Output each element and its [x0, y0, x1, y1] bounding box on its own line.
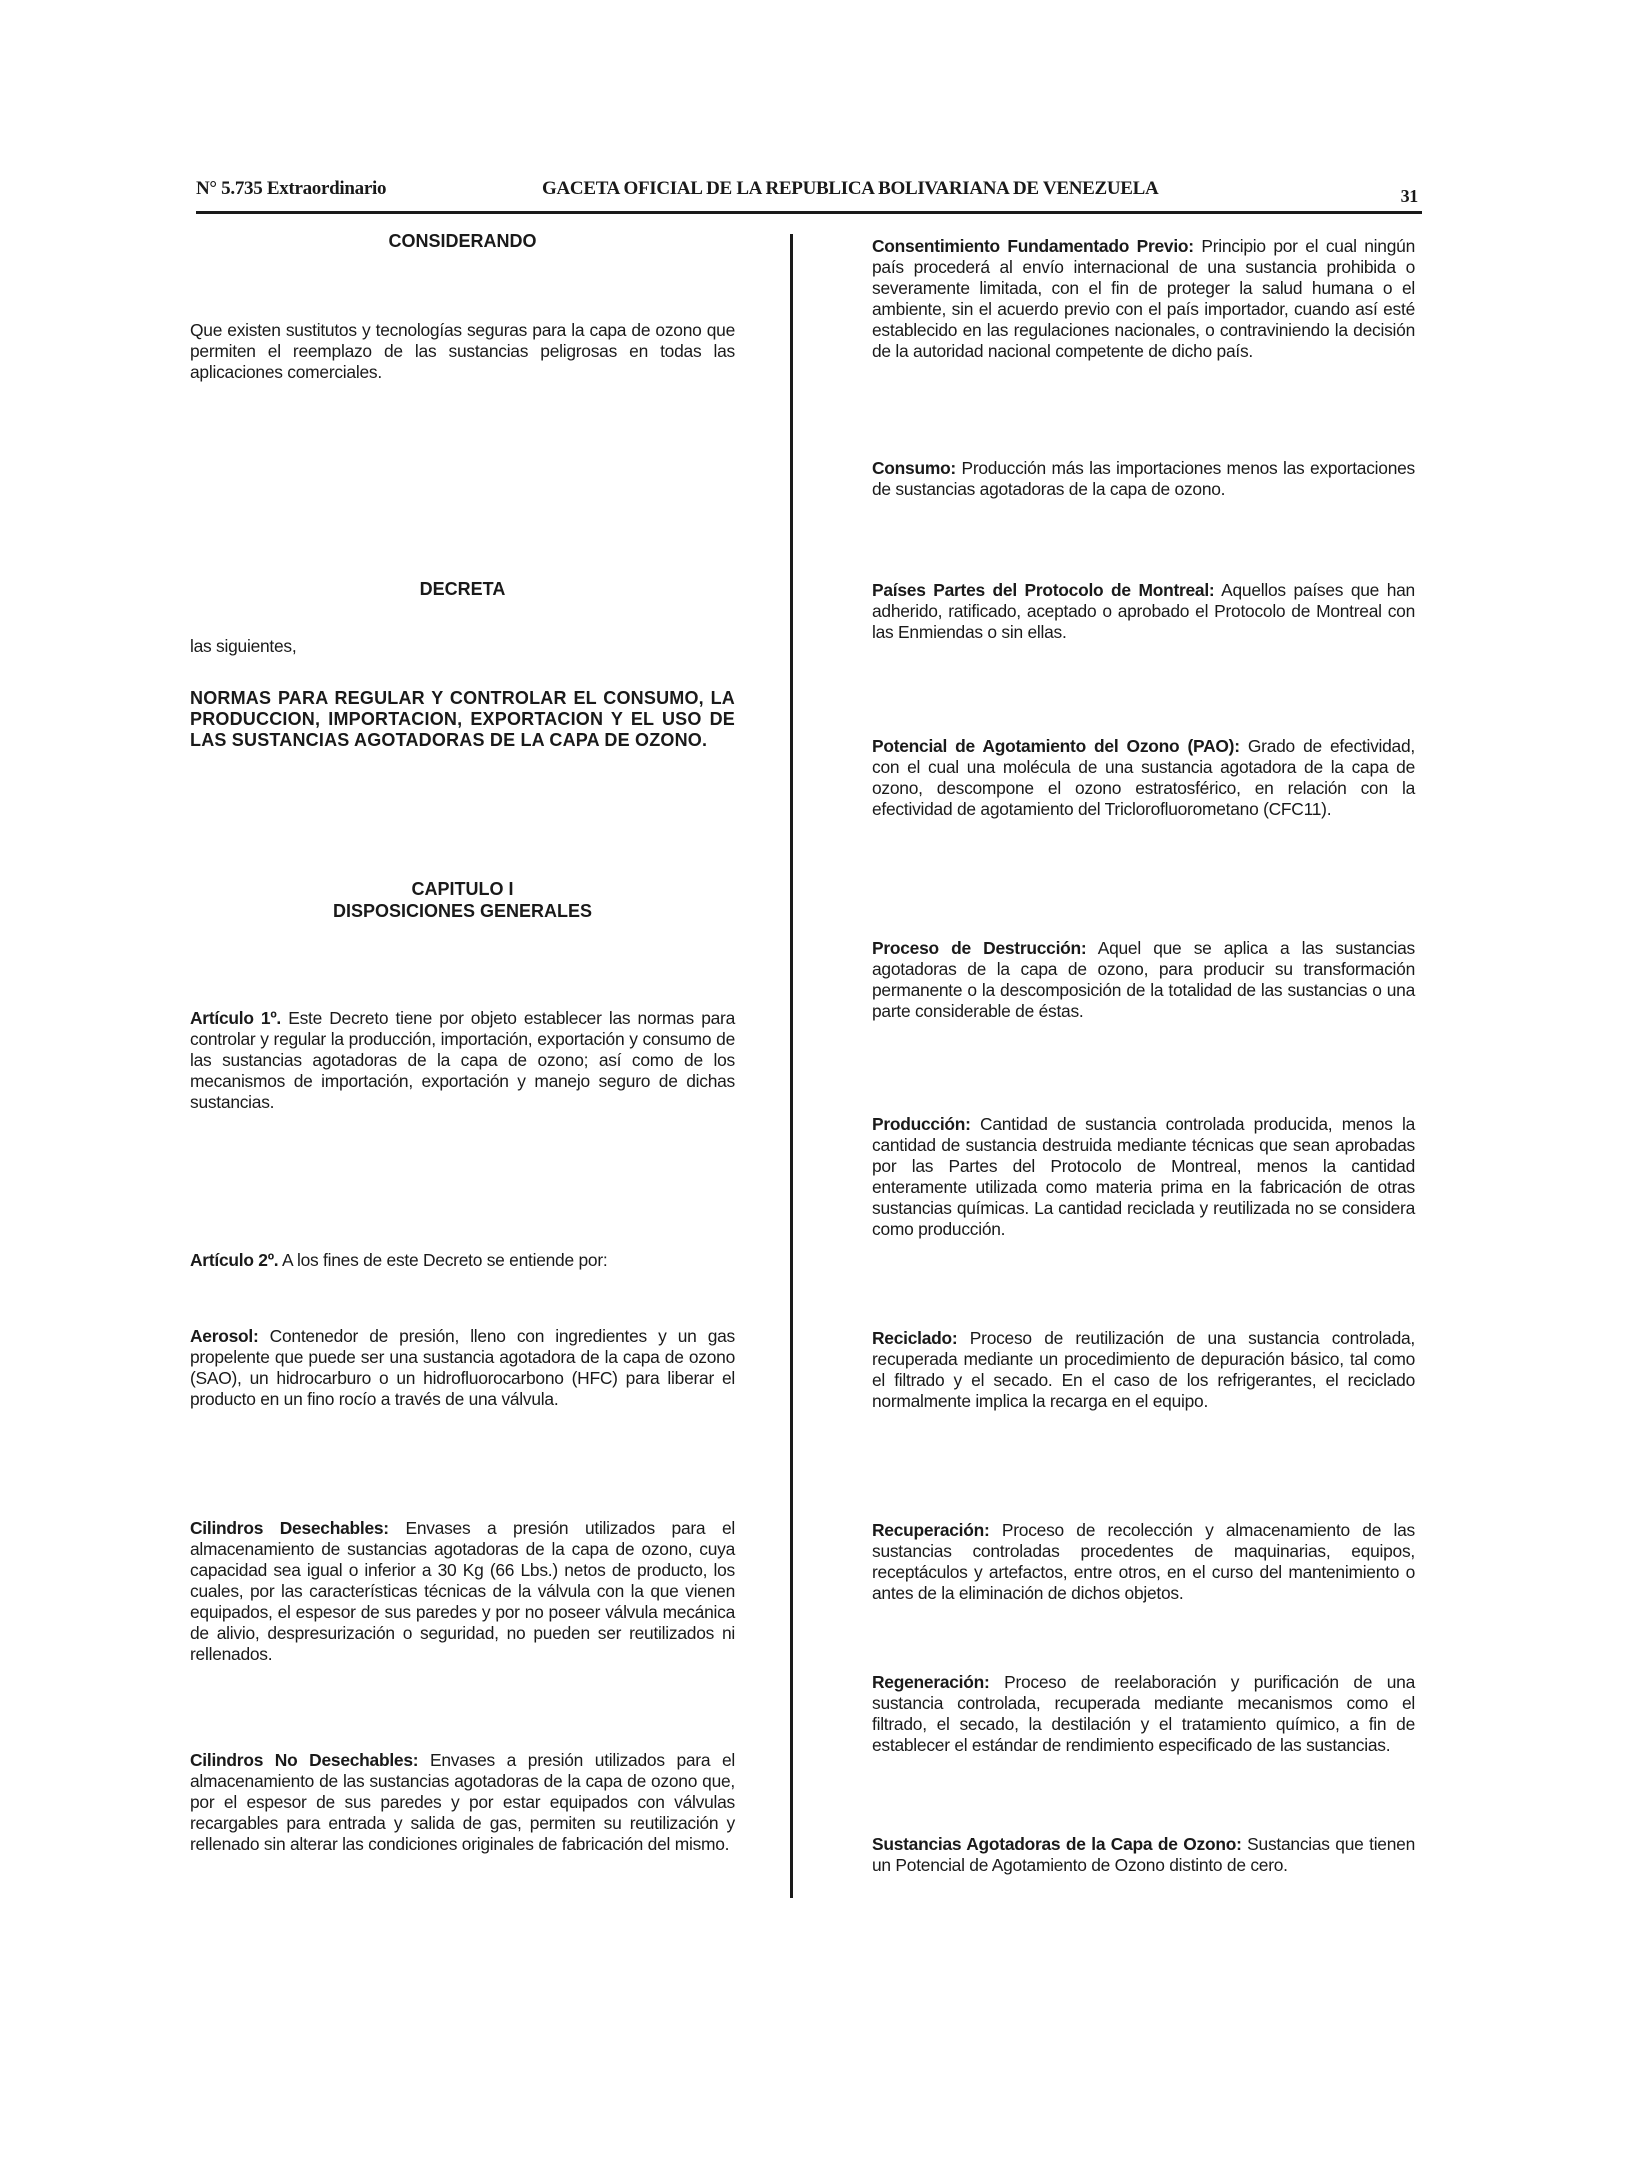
definition-text — [872, 1328, 1415, 1412]
definition-cilindros-no-desechables — [190, 1750, 735, 1855]
definition-proceso-destruccion — [872, 938, 1415, 1022]
definition-sustancias-agotadoras — [872, 1834, 1415, 1876]
definition-body: Producción más las importaciones menos las exportaciones de sustancias agotadoras de la capa de ozono. — [872, 458, 1415, 499]
definition-text — [872, 458, 1415, 500]
page-number: 31 — [1400, 186, 1418, 206]
definition-term: Aerosol: — [190, 1326, 259, 1346]
definition-cilindros-desechables — [190, 1518, 735, 1665]
definition-text — [872, 736, 1415, 820]
definition-term: Producción: — [872, 1114, 971, 1134]
definition-body: Contenedor de presión, lleno con ingredientes y un gas propelente que puede ser una sustancia agotadora de la capa de ozono (SAO), un hidrocarburo o un hidrofluorocarbono (HFC) para liberar el producto en un fino rocío a través de una válvula. — [190, 1326, 735, 1409]
definition-text — [190, 1326, 735, 1410]
definition-term: Recuperación: — [872, 1520, 990, 1540]
page-header — [196, 178, 1418, 212]
articulo-2-block — [190, 1250, 735, 1271]
definition-term: Países Partes del Protocolo de Montreal: — [872, 580, 1215, 600]
header-rule — [196, 211, 1422, 214]
considerando-heading: CONSIDERANDO — [388, 231, 537, 251]
definition-body: Aquel que se aplica a las sustancias agotadoras de la capa de ozono, para producir su transformación permanente o la descomposición de la totalidad de las sustancias o una parte considerable de éstas. — [872, 938, 1416, 1021]
articulo-1-block — [190, 1008, 735, 1113]
definition-text — [190, 1518, 735, 1665]
articulo-1-label: Artículo 1º. — [190, 1008, 282, 1028]
definition-term: Reciclado: — [872, 1328, 958, 1348]
definition-body: Proceso de recolección y almacenamiento de las sustancias controladas procedentes de maquinarias, equipos, receptáculos y artefactos, entre otros, en el curso del mantenimiento o antes de la eliminación de dichos objetos. — [872, 1520, 1415, 1603]
definition-consentimiento — [872, 236, 1415, 362]
definition-body: Proceso de reutilización de una sustancia controlada, recuperada mediante un procedimiento de depuración básico, tal como el filtrado y el secado. En el caso de los refrigerantes, el reciclado normalmente implica la recarga en el equipo. — [872, 1328, 1415, 1411]
articulo-2-text — [190, 1250, 735, 1271]
definition-text — [872, 938, 1415, 1022]
definition-term: Consentimiento Fundamentado Previo: — [872, 236, 1194, 256]
las-siguientes-block — [190, 636, 735, 657]
definition-term: Sustancias Agotadoras de la Capa de Ozono: — [872, 1834, 1242, 1854]
definition-text — [872, 1520, 1415, 1604]
definition-body: Cantidad de sustancia controlada producida, menos la cantidad de sustancia destruida mediante técnicas que sean aprobadas por las Partes del Protocolo de Montreal, menos la cantidad enteramente utilizada como materia prima en la fabricación de otras sustancias químicas. La cantidad reciclada y reutilizada no se considera como producción. — [872, 1114, 1415, 1239]
capitulo-heading: CAPITULO I — [411, 879, 514, 899]
capitulo-block — [190, 878, 735, 922]
decreta-heading-block — [190, 578, 735, 600]
articulo-1-body: Este Decreto tiene por objeto establecer las normas para controlar y regular la producción, importación, exportación y consumo de las sustancias agotadoras de la capa de ozono; así como de los mecanismos de importación, exportación y manejo seguro de dichas sustancias. — [190, 1008, 736, 1112]
las-siguientes: las siguientes, — [190, 636, 297, 656]
column-divider — [790, 234, 793, 1898]
definition-body: Aquellos países que han adherido, ratificado, aceptado o aprobado el Protocolo de Montreal con las Enmiendas o sin ellas. — [872, 580, 1415, 642]
definition-body: Proceso de reelaboración y purificación de una sustancia controlada, recuperada mediante mecanismos como el filtrado, el secado, la destilación y el tratamiento químico, a fin de establecer el estándar de rendimiento especificado de las sustancias. — [872, 1672, 1415, 1755]
decreta-heading: DECRETA — [419, 579, 506, 599]
definition-text — [872, 1834, 1415, 1876]
definition-body: Principio por el cual ningún país procederá al envío internacional de una sustancia prohibida o severamente limitada, con el fin de proteger la salud humana o el ambiente, sin el acuerdo previo con el país importador, cuando así esté establecido en las regulaciones nacionales, o contraviniendo la decisión de la autoridad nacional competente de dicho país. — [872, 236, 1415, 361]
definition-body: Envases a presión utilizados para el almacenamiento de sustancias agotadoras de la capa de ozono, cuya capacidad sea igual o inferior a 30 Kg (66 Lbs.) netos de producto, los cuales, por las características técnicas de la válvula con la que vienen equipados, el espesor de sus paredes y por no poseer válvula mecánica de alivio, despresurización o seguridad, no pueden ser reutilizados ni rellenados. — [190, 1518, 735, 1664]
definition-body: Grado de efectividad, con el cual una molécula de una sustancia agotadora de la capa de ozono, descompone el ozono estratosférico, en relación con la efectividad de agotamiento del Triclorofluorometano (CFC11). — [872, 736, 1415, 819]
definition-reciclado — [872, 1328, 1415, 1412]
normas-title-block — [190, 688, 735, 751]
definition-consumo — [872, 458, 1415, 500]
definition-text — [872, 1114, 1415, 1240]
considerando-block — [190, 320, 735, 383]
definition-text — [190, 1750, 735, 1855]
definition-recuperacion — [872, 1520, 1415, 1604]
articulo-1-text — [190, 1008, 735, 1113]
definition-body: Envases a presión utilizados para el almacenamiento de las sustancias agotadoras de la capa de ozono que, por el espesor de sus paredes y por estar equipados con válvulas recargables para entrada y salida de gas, permiten su reutilización y rellenado sin alterar las condiciones originales de fabricación del mismo. — [190, 1750, 736, 1854]
normas-title: NORMAS PARA REGULAR Y CONTROLAR EL CONSUMO, LA PRODUCCION, IMPORTACION, EXPORTACION Y EL USO DE LAS SUSTANCIAS AGOTADORAS DE LA CAPA DE OZONO. — [190, 688, 735, 750]
definition-term: Cilindros Desechables: — [190, 1518, 389, 1538]
articulo-2-body: A los fines de este Decreto se entiende por: — [278, 1250, 608, 1270]
definition-regeneracion — [872, 1672, 1415, 1756]
definition-term: Cilindros No Desechables: — [190, 1750, 419, 1770]
definition-body: Sustancias que tienen un Potencial de Agotamiento de Ozono distinto de cero. — [872, 1834, 1415, 1875]
definition-pao — [872, 736, 1415, 820]
articulo-2-label: Artículo 2º. — [190, 1250, 279, 1270]
definition-text — [872, 236, 1415, 362]
definition-term: Regeneración: — [872, 1672, 990, 1692]
capitulo-title: DISPOSICIONES GENERALES — [332, 901, 593, 921]
definition-term: Potencial de Agotamiento del Ozono (PAO): — [872, 736, 1240, 756]
definition-text — [872, 580, 1415, 643]
definition-aerosol — [190, 1326, 735, 1410]
definition-term: Proceso de Destrucción: — [872, 938, 1087, 958]
definition-produccion — [872, 1114, 1415, 1240]
definition-term: Consumo: — [872, 458, 956, 478]
considerando-text: Que existen sustitutos y tecnologías seguras para la capa de ozono que permiten el reemplazo de las sustancias peligrosas en todas las aplicaciones comerciales. — [190, 320, 735, 382]
gazette-title: GACETA OFICIAL DE LA REPUBLICA BOLIVARIANA DE VENEZUELA — [542, 178, 1159, 199]
definition-text — [872, 1672, 1415, 1756]
definition-paises-partes — [872, 580, 1415, 643]
issue-number: N° 5.735 Extraordinario — [196, 178, 387, 199]
considerando-heading-block — [190, 230, 735, 252]
